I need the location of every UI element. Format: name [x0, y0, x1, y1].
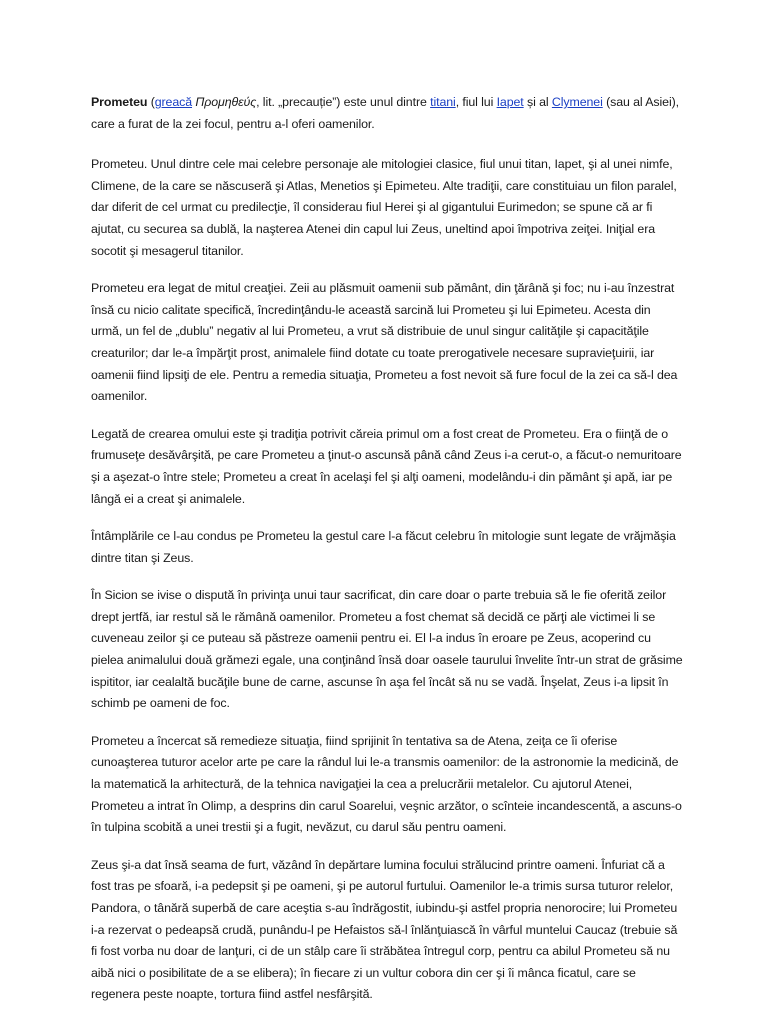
- intro-paragraph: [91, 92, 684, 135]
- link-iapet[interactable]: Iapet: [496, 95, 524, 109]
- body-paragraph: Legată de crearea omului este şi tradiţia potrivit căreia primul om a fost creat de Prometeu. Era o fiinţă de o frumuseţe desăvârşită, pe care Prometeu a ţinut-o ascunsă până când Zeus i-a cerut-o, a făcut-o nemuritoare şi a aşezat-o între stele; Prometeu a creat în acelaşi fel şi alţi oameni, modelându-i din pământ şi apă, iar pe lângă ei a creat şi animalele.: [91, 426, 682, 506]
- body-paragraph: Prometeu. Unul dintre cele mai celebre personaje ale mitologiei clasice, fiul unui titan, Iapet, şi al unei nimfe, Climene, de la care se născuseră şi Atlas, Menetios şi Epimeteu. Alte tradiţii, care constituiau un filon paralel, dar diferit de cel urmat cu predilecţie, îl considerau fiul Herei şi al gigantului Eurimedon; se spune că ar fi ajutat, cu securea sa dublă, la naşterea Atenei din capul lui Zeus, uneltind apoi împotriva zeiţei. Iniţial era socotit şi mesagerul titanilor.: [91, 157, 677, 258]
- body-paragraph: Prometeu a încercat să remedieze situaţia, fiind sprijinit în tentativa sa de Atena, zeiţa ce îi oferise cunoaşterea tuturor acelor arte pe care la rândul lui le-a transmis oamenilor: de la astronomie la medicină, de la matematică la arhitectură, de la tehnica navigaţiei la cea a prelucrării metalelor. Cu ajutorul Atenei, Prometeu a intrat în Olimp, a desprins din carul Soarelui, veşnic arzător, o scînteie incandescentă, a ascuns-o în tulpina scobită a unei trestii şi a fugit, nevăzut, cu darul său pentru oameni.: [91, 733, 682, 835]
- body-paragraph: Prometeu era legat de mitul creaţiei. Zeii au plăsmuit oamenii sub pământ, din ţărână şi foc; nu i-au înzestrat însă cu nicio calitate specifică, încredinţându-le această sarcină lui Prometeu şi lui Epimeteu. Acesta din urmă, un fel de „dublu” negativ al lui Prometeu, a vrut să distribuie de unul singur calităţile şi capacităţile creaturilor; dar le-a împărţit prost, animalele fiind dotate cu toate prerogativele necesare supravieţuirii, iar oamenii fiind lipsiţi de ele. Pentru a remedia situaţia, Prometeu a fost nevoit să fure focul de la zei ca să-l dea oamenilor.: [91, 281, 678, 404]
- intro-text: (sau al Asiei), care a furat de la zei focul, pentru a-l oferi oamenilor.: [91, 95, 679, 131]
- greek-name: Προμηθεύς: [195, 95, 257, 109]
- link-greaca[interactable]: greacă: [154, 95, 193, 109]
- intro-text: (: [147, 95, 155, 109]
- link-clymenei[interactable]: Clymenei: [551, 95, 603, 109]
- article-title: Prometeu: [91, 95, 148, 109]
- body-paragraph: Zeus şi-a dat însă seama de furt, văzând în depărtare lumina focului strălucind printre oameni. Înfuriat că a fost tras pe sfoară, i-a pedepsit şi pe oameni, şi pe autorul furtului. Oamenilor le-a trimis sursa tuturor relelor, Pandora, o tânără superbă de care aceştia s-au îndrăgostit, iubindu-şi astfel propria nenorocire; lui Prometeu i-a rezervat o pedeapsă crudă, punându-l pe Hefaistos să-l înlănţuiască în vârful muntelui Caucaz (trebuie să fi fost vorba nu doar de lanţuri, ci de un stâlp care îi străbătea întregul corp, pentru ca abilul Prometeu să nu aibă nici o posibilitate de a se elibera); în fiecare zi un vultur cobora din cer şi îi mânca ficatul, care se regenera peste noapte, tortura fiind astfel nesfârşită.: [91, 857, 678, 1002]
- link-titani[interactable]: titani: [430, 95, 456, 109]
- body-paragraph: Întâmplările ce l-au condus pe Prometeu la gestul care l-a făcut celebru în mitologie sunt legate de vrăjmăşia dintre titan şi Zeus.: [91, 529, 676, 565]
- intro-text: și al: [523, 95, 552, 109]
- intro-text: , lit. „precauție”) este unul dintre: [256, 95, 431, 109]
- intro-text: , fiul lui: [455, 95, 497, 109]
- body-paragraph: În Sicion se ivise o dispută în privinţa unui taur sacrificat, din care doar o parte trebuia să le fie oferită zeilor drept jertfă, iar restul să le rămână oamenilor. Prometeu a fost chemat să decidă ce părţi ale victimei li se cuveneau zeilor şi ce puteau să păstreze oamenii pentru ei. El l-a indus în eroare pe Zeus, acoperind cu pielea animalului două grămezi egale, una conţinând însă doar oasele taurului învelite într-un strat de grăsime ispititor, iar cealaltă bucăţile bune de carne, ascunse în aşa fel încât să nu se vadă. Înşelat, Zeus i-a lipsit în schimb pe oameni de foc.: [91, 588, 683, 711]
